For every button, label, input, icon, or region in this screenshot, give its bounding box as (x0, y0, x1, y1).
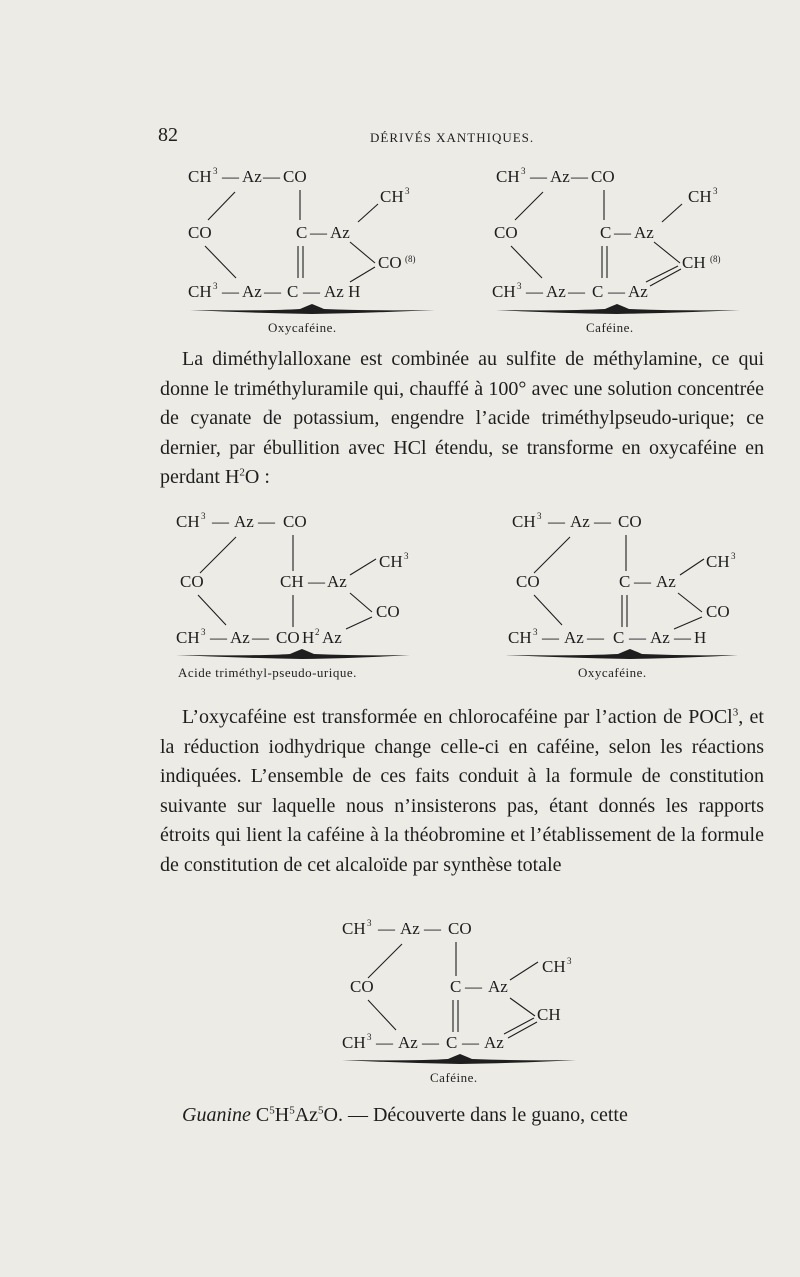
atom-label: CO (180, 572, 204, 591)
atom-label: Az (242, 282, 262, 301)
atom-subscript: 3 (404, 551, 409, 561)
atom-subscript: 3 (367, 918, 372, 928)
bond-dash: — (376, 1033, 393, 1052)
formula-part: C (250, 1104, 270, 1126)
atom-label: Az (656, 572, 676, 591)
bond-dash: — (263, 167, 280, 186)
bond-line (350, 242, 375, 263)
atom-label: CH (542, 957, 566, 976)
atom-label: H (302, 628, 315, 647)
bond-dash: — (568, 282, 585, 301)
bond-dash: — (252, 628, 269, 647)
bond-line (510, 962, 538, 980)
paragraph-text: La diméthylalloxane est combinée au sulfite de méthylamine, ce qui donne le triméthyluramile qui, chauffé à 100° avec une solution concentrée de cyanate de potassium, engendre l’acide triméthylpseudo-urique; ce dernier, par ébullition avec HCl étendu, se transforme en oxycaféine en perdant H (160, 348, 764, 488)
bond-line (510, 998, 535, 1016)
atom-label: Az (398, 1033, 418, 1052)
atom-label: CH (682, 253, 706, 272)
atom-label: Az (634, 223, 654, 242)
atom-label: CH (379, 552, 403, 571)
atom-label: C (592, 282, 604, 301)
bond-dash: — (542, 628, 559, 647)
atom-label: CO (350, 977, 374, 996)
figure-caption: Caféine. (586, 320, 634, 335)
atom-label: C (613, 628, 625, 647)
bond-dash: — (674, 628, 691, 647)
bond-line (350, 593, 372, 612)
bond-line (198, 595, 226, 625)
atom-label: Az (230, 628, 250, 647)
atom-label: Az (484, 1033, 504, 1052)
atom-label: C (600, 223, 612, 242)
atom-subscript: 3 (537, 511, 542, 521)
bond-line (350, 559, 376, 575)
atom-label: Az (628, 282, 648, 301)
atom-label: Az (550, 167, 570, 186)
bond-dash: — (608, 282, 625, 301)
bond-dash: — (614, 223, 631, 242)
atom-label: CH (176, 628, 200, 647)
formula-part: O. (323, 1104, 343, 1126)
bond-dash: — (424, 919, 441, 938)
bond-dash: — (212, 512, 229, 531)
bond-dash: — (465, 977, 482, 996)
formula-figure-2 (150, 505, 770, 690)
bond-dash: — (526, 282, 543, 301)
paragraph-text: , et la réduction iodhydrique change celle-ci en caféine, selon les réactions indiquées. L’ensemble de ces faits conduit à la formule de constitution suivante sur laquelle nous n’insisterons pas, étant donnés les rapports étroits qui lient la caféine à la théobromine et l’établissement de la formule de constitution de cet alcaloïde par synthèse totale (160, 706, 764, 876)
atom-label: CH (280, 572, 304, 591)
bond-dash: — (308, 572, 325, 591)
bond-line (534, 595, 562, 625)
bond-dash: — (222, 282, 239, 301)
bond-dash: — (210, 628, 227, 647)
footnote-marker: (8) (710, 254, 721, 264)
atom-label: H (694, 628, 707, 647)
atom-label: Az (400, 919, 420, 938)
bond-dash: — (594, 512, 611, 531)
bond-dash: — (264, 282, 281, 301)
atom-label: CO (283, 167, 307, 186)
figure-caption: Oxycaféine. (578, 665, 647, 680)
atom-label: C (296, 223, 308, 242)
atom-label: C (450, 977, 462, 996)
bond-line (515, 192, 543, 220)
brace-mark (190, 304, 435, 314)
paragraph-text: L’oxycaféine est transformée en chlorocaféine par l’action de POCl (182, 706, 733, 728)
atom-label: CO (378, 253, 402, 272)
atom-label: CO (494, 223, 518, 242)
atom-label: CH (508, 628, 532, 647)
atom-label: CO (448, 919, 472, 938)
bond-line (680, 559, 704, 575)
page-number: 82 (158, 124, 178, 146)
brace-mark (496, 304, 740, 314)
cafeine-structure-1 (492, 166, 740, 335)
atom-label: CH (176, 512, 200, 531)
atom-label: CO (618, 512, 642, 531)
bond-dash: — (530, 167, 547, 186)
bond-line (654, 242, 680, 263)
atom-subscript: 3 (405, 186, 410, 196)
atom-label: CO (376, 602, 400, 621)
atom-subscript: 3 (517, 281, 522, 291)
figure-caption: Oxycaféine. (268, 320, 337, 335)
atom-subscript: 3 (533, 627, 538, 637)
atom-subscript: 3 (713, 186, 718, 196)
atom-label: Az (327, 572, 347, 591)
atom-label: Az (330, 223, 350, 242)
paragraph-text: O : (244, 466, 270, 488)
page-header (158, 124, 768, 148)
atom-label: Az (322, 628, 342, 647)
running-title: DÉRIVÉS XANTHIQUES. (370, 130, 535, 145)
atom-label: Az (546, 282, 566, 301)
paragraph-synthesis (160, 345, 764, 493)
bond-line (200, 537, 236, 573)
atom-subscript: 3 (213, 281, 218, 291)
atom-subscript: 3 (367, 1032, 372, 1042)
formula-figure-3 (330, 912, 610, 1092)
atom-label: CO (283, 512, 307, 531)
atom-label: CH (537, 1005, 561, 1024)
atom-subscript: 3 (201, 627, 206, 637)
formula-part: Az (294, 1104, 319, 1126)
bond-dash: — (303, 282, 320, 301)
superscript: 3 (732, 706, 739, 719)
atom-label: CH (492, 282, 516, 301)
bond-dash: — (258, 512, 275, 531)
atom-label: CO (276, 628, 300, 647)
atom-subscript: 3 (521, 166, 526, 176)
atom-subscript: 3 (213, 166, 218, 176)
paragraph-constitution (160, 703, 764, 880)
bond-line (205, 246, 236, 278)
superscript: 2 (239, 466, 245, 479)
atom-label: CH (188, 167, 212, 186)
bond-dash: — (629, 628, 646, 647)
atom-label: CH (512, 512, 536, 531)
bond-dash: — (378, 919, 395, 938)
compound-name: Guanine (182, 1104, 251, 1126)
atom-label: Az (234, 512, 254, 531)
brace-mark (342, 1054, 576, 1064)
atom-label: Az (650, 628, 670, 647)
figure-caption: Caféine. (430, 1070, 478, 1085)
atom-label: C (446, 1033, 458, 1052)
brace-mark (506, 649, 738, 659)
bond-line (350, 267, 375, 282)
bond-dash: — (634, 572, 651, 591)
atom-label: CO (591, 167, 615, 186)
pseudo-uric-acid-structure (176, 511, 410, 680)
atom-label: CH (496, 167, 520, 186)
formula-figure-1 (150, 160, 770, 345)
atom-label: CH (706, 552, 730, 571)
brace-mark (176, 649, 410, 659)
atom-label: Az (488, 977, 508, 996)
atom-subscript: 3 (731, 551, 736, 561)
superscript: 5 (318, 1104, 324, 1117)
bond-dash: — (222, 167, 239, 186)
bond-line (534, 537, 570, 573)
bond-dash: — (548, 512, 565, 531)
atom-label: C (287, 282, 299, 301)
oxycafeine-structure-2 (506, 511, 738, 680)
bond-dash: — (571, 167, 588, 186)
atom-subscript: 2 (315, 627, 320, 637)
bond-line (208, 192, 235, 220)
atom-label: CH (342, 1033, 366, 1052)
footnote-marker: (8) (405, 254, 416, 264)
bond-line (368, 1000, 396, 1030)
atom-label: Az H (324, 282, 361, 301)
atom-label: CH (380, 187, 404, 206)
superscript: 5 (289, 1104, 295, 1117)
line-text: — Découverte dans le guano, cette (342, 1104, 628, 1126)
bond-line (678, 593, 702, 612)
atom-label: CO (188, 223, 212, 242)
cafeine-structure-2 (342, 918, 576, 1085)
atom-label: Az (570, 512, 590, 531)
guanine-line (182, 1104, 766, 1127)
atom-subscript: 3 (567, 956, 572, 966)
bond-line (368, 944, 402, 978)
atom-label: CO (516, 572, 540, 591)
bond-dash: — (587, 628, 604, 647)
bond-line (511, 246, 542, 278)
atom-label: Az (242, 167, 262, 186)
superscript: 5 (269, 1104, 275, 1117)
bond-line (358, 204, 378, 222)
figure-caption: Acide triméthyl-pseudo-urique. (178, 665, 357, 680)
bond-dash: — (422, 1033, 439, 1052)
atom-label: CO (706, 602, 730, 621)
atom-label: Az (564, 628, 584, 647)
formula-part: H (274, 1104, 290, 1126)
atom-label: C (619, 572, 631, 591)
atom-subscript: 3 (201, 511, 206, 521)
bond-line (346, 617, 372, 629)
atom-label: CH (688, 187, 712, 206)
bond-line (662, 204, 682, 222)
oxycafeine-structure-1 (188, 166, 435, 335)
atom-label: CH (188, 282, 212, 301)
bond-dash: — (462, 1033, 479, 1052)
atom-label: CH (342, 919, 366, 938)
bond-dash: — (310, 223, 327, 242)
